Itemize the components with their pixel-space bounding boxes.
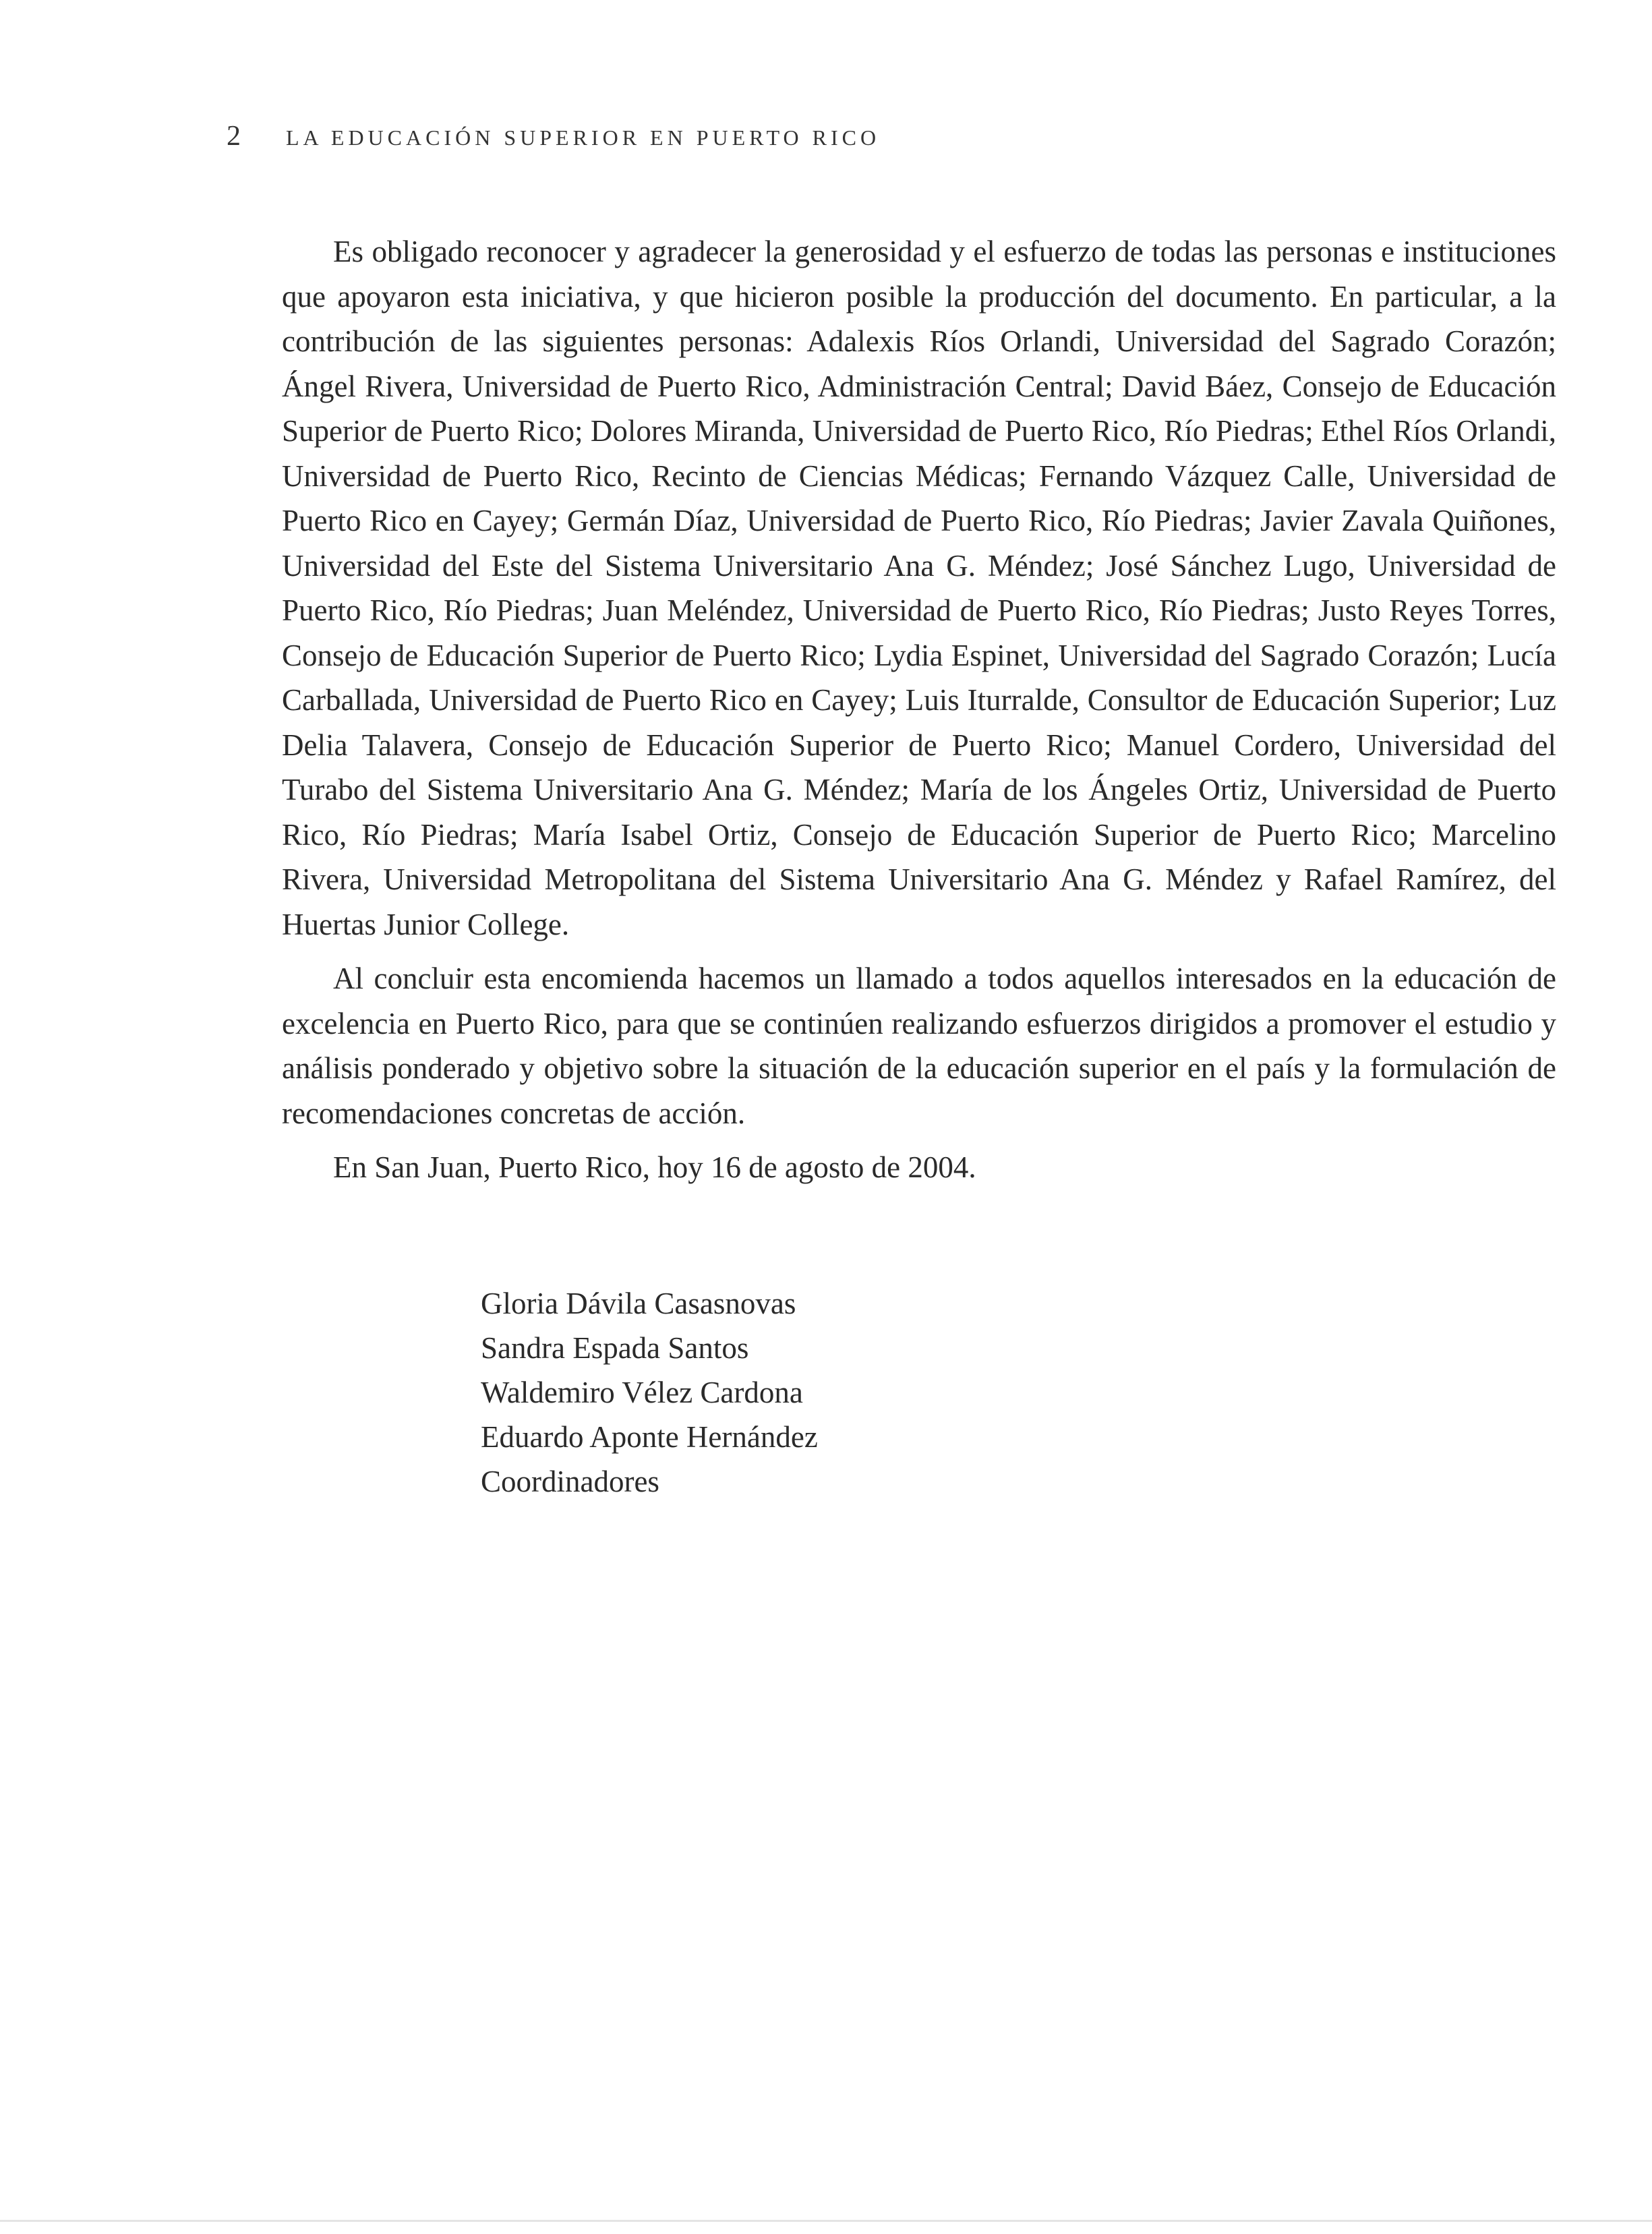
- signatory-name: Gloria Dávila Casasnovas: [481, 1287, 796, 1320]
- body-text: [282, 229, 1556, 1190]
- signatory-name: Waldemiro Vélez Cardona: [481, 1376, 803, 1409]
- page-number: 2: [227, 121, 241, 152]
- signatory-name: Sandra Espada Santos: [481, 1331, 749, 1365]
- signatory-name: Eduardo Aponte Hernández: [481, 1420, 818, 1454]
- signature-block: [481, 1281, 818, 1504]
- signatory-role: Coordinadores: [481, 1465, 659, 1498]
- acknowledgements-paragraph: Es obligado reconocer y agradecer la generosidad y el esfuerzo de todas las personas e instituciones que apoyaron esta iniciativa, y que hicieron posible la producción del documento. En particular, a la contribución de las siguientes personas: Adalexis Ríos Orlandi, Universidad del Sagrado Corazón; Ángel Rivera, Universidad de Puerto Rico, Administración Central; David Báez, Consejo de Educación Superior de Puerto Rico; Dolores Miranda, Universidad de Puerto Rico, Río Piedras; Ethel Ríos Orlandi, Universidad de Puerto Rico, Recinto de Ciencias Médicas; Fernando Vázquez Calle, Universidad de Puerto Rico en Cayey; Germán Díaz, Universidad de Puerto Rico, Río Piedras; Javier Zavala Quiñones, Universidad del Este del Sistema Universitario Ana G. Méndez; José Sánchez Lugo, Universidad de Puerto Rico, Río Piedras; Juan Meléndez, Universidad de Puerto Rico, Río Piedras; Justo Reyes Torres, Consejo de Educación Superior de Puerto Rico; Lydia Espinet, Universidad del Sagrado Corazón; Lucía Carballada, Universidad de Puerto Rico en Cayey; Luis Iturralde, Consultor de Educación Superior; Luz Delia Talavera, Consejo de Educación Superior de Puerto Rico; Manuel Cordero, Universidad del Turabo del Sistema Universitario Ana G. Méndez; María de los Ángeles Ortiz, Universidad de Puerto Rico, Río Piedras; María Isabel Ortiz, Consejo de Educación Superior de Puerto Rico; Marcelino Rivera, Universidad Metropolitana del Sistema Universitario Ana G. Méndez y Rafael Ramírez, del Huertas Junior College.: [282, 235, 1556, 941]
- running-header: [227, 120, 880, 152]
- scan-edge-line: [0, 2220, 1652, 2222]
- running-title: LA EDUCACIÓN SUPERIOR EN PUERTO RICO: [286, 125, 881, 150]
- closing-paragraph: Al concluir esta encomienda hacemos un llamado a todos aquellos interesados en la educación de excelencia en Puerto Rico, para que se continúen realizando esfuerzos dirigidos a promover el estudio y análisis ponderado y objetivo sobre la situación de la educación superior en el país y la formulación de recomendaciones concretas de acción.: [282, 962, 1556, 1130]
- date-line: En San Juan, Puerto Rico, hoy 16 de agosto de 2004.: [333, 1150, 976, 1184]
